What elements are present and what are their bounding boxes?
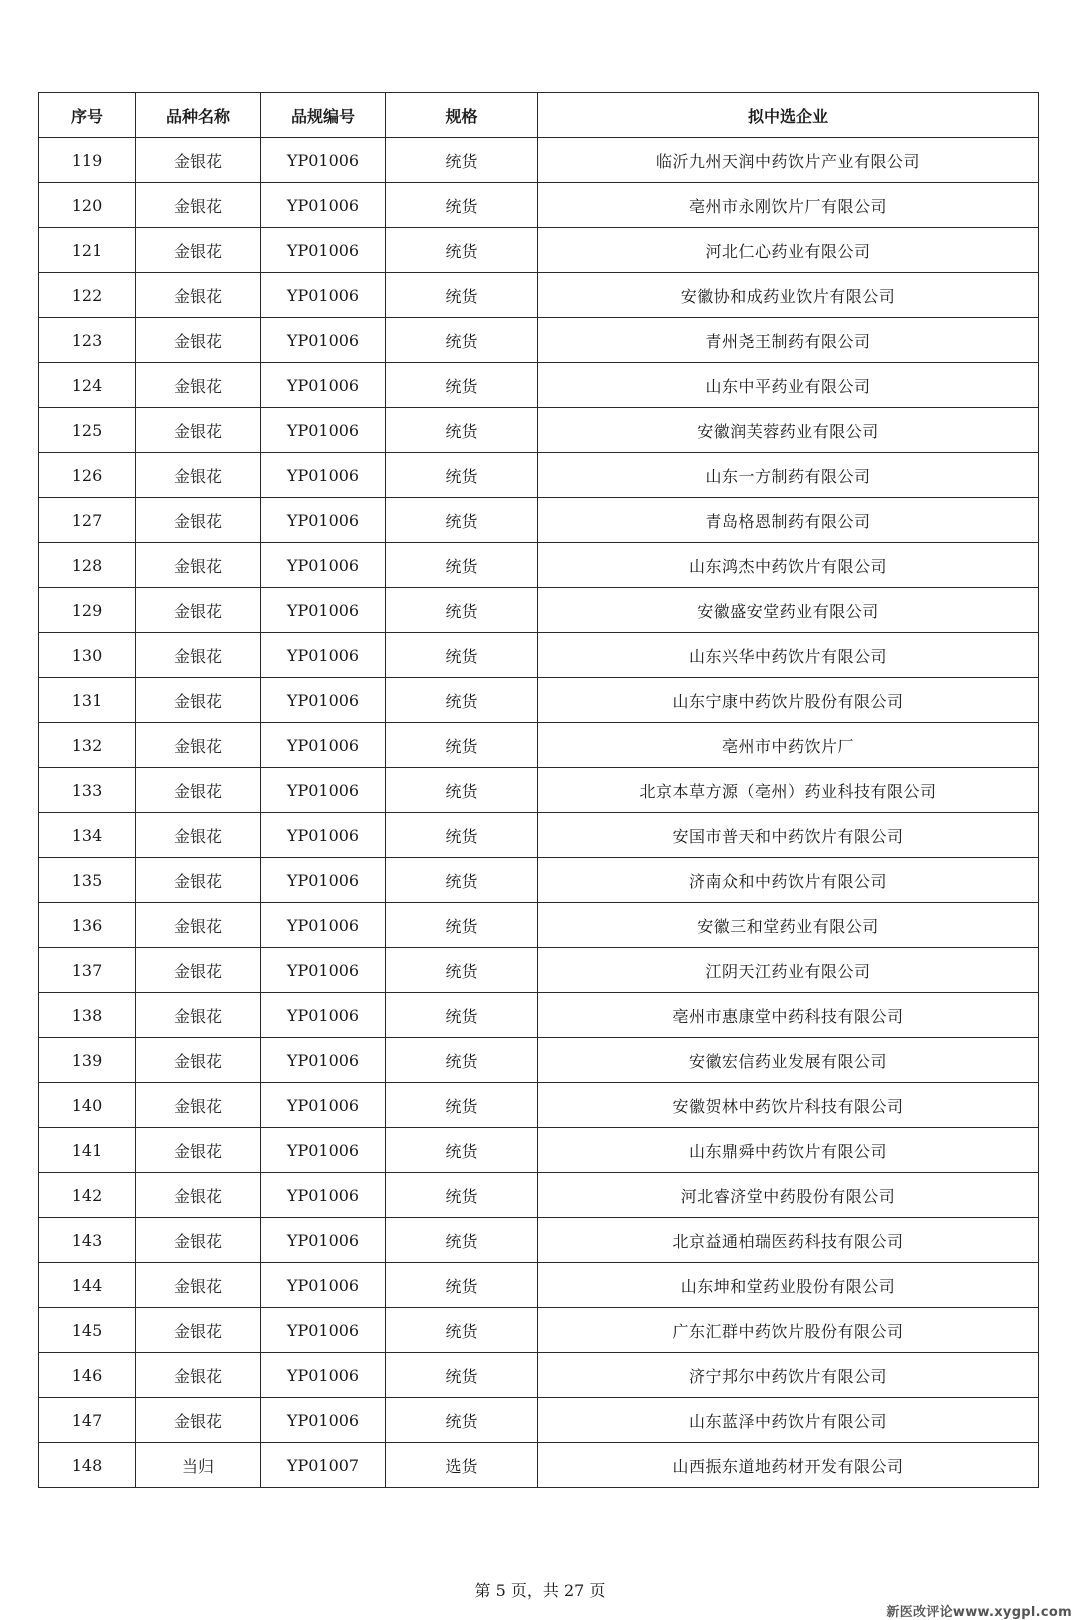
cell-variety-name: 金银花 <box>136 498 261 543</box>
candidate-company-table <box>38 92 1039 1488</box>
cell-serial-number: 128 <box>39 543 136 588</box>
cell-spec-code: YP01006 <box>261 498 386 543</box>
cell-spec-code: YP01006 <box>261 903 386 948</box>
cell-specification: 统货 <box>386 1308 538 1353</box>
cell-variety-name: 金银花 <box>136 723 261 768</box>
cell-spec-code: YP01006 <box>261 1083 386 1128</box>
table-row <box>39 1038 1039 1083</box>
cell-spec-code: YP01006 <box>261 633 386 678</box>
cell-candidate-company: 山东蓝泽中药饮片有限公司 <box>538 1398 1039 1443</box>
cell-serial-number: 125 <box>39 408 136 453</box>
cell-candidate-company: 济南众和中药饮片有限公司 <box>538 858 1039 903</box>
table-row <box>39 543 1039 588</box>
table-row <box>39 1353 1039 1398</box>
cell-serial-number: 139 <box>39 1038 136 1083</box>
table-header-row <box>39 93 1039 138</box>
cell-specification: 统货 <box>386 183 538 228</box>
cell-serial-number: 127 <box>39 498 136 543</box>
cell-variety-name: 金银花 <box>136 1218 261 1263</box>
cell-serial-number: 138 <box>39 993 136 1038</box>
cell-spec-code: YP01006 <box>261 948 386 993</box>
cell-candidate-company: 北京本草方源（亳州）药业科技有限公司 <box>538 768 1039 813</box>
cell-serial-number: 122 <box>39 273 136 318</box>
cell-serial-number: 130 <box>39 633 136 678</box>
cell-candidate-company: 济宁邦尔中药饮片有限公司 <box>538 1353 1039 1398</box>
table-row <box>39 588 1039 633</box>
cell-variety-name: 金银花 <box>136 588 261 633</box>
cell-specification: 统货 <box>386 543 538 588</box>
cell-spec-code: YP01006 <box>261 408 386 453</box>
cell-specification: 选货 <box>386 1443 538 1488</box>
cell-specification: 统货 <box>386 903 538 948</box>
cell-specification: 统货 <box>386 858 538 903</box>
cell-serial-number: 147 <box>39 1398 136 1443</box>
table-row <box>39 633 1039 678</box>
cell-variety-name: 金银花 <box>136 1308 261 1353</box>
cell-candidate-company: 安徽三和堂药业有限公司 <box>538 903 1039 948</box>
header-serial-number: 序号 <box>39 93 136 138</box>
cell-candidate-company: 安徽盛安堂药业有限公司 <box>538 588 1039 633</box>
cell-spec-code: YP01006 <box>261 1038 386 1083</box>
cell-candidate-company: 青岛格恩制药有限公司 <box>538 498 1039 543</box>
cell-candidate-company: 河北睿济堂中药股份有限公司 <box>538 1173 1039 1218</box>
table-row <box>39 1308 1039 1353</box>
cell-specification: 统货 <box>386 813 538 858</box>
cell-spec-code: YP01006 <box>261 543 386 588</box>
cell-specification: 统货 <box>386 993 538 1038</box>
cell-specification: 统货 <box>386 588 538 633</box>
cell-variety-name: 金银花 <box>136 948 261 993</box>
cell-candidate-company: 青州尧王制药有限公司 <box>538 318 1039 363</box>
cell-serial-number: 143 <box>39 1218 136 1263</box>
cell-candidate-company: 山东中平药业有限公司 <box>538 363 1039 408</box>
cell-variety-name: 金银花 <box>136 273 261 318</box>
cell-candidate-company: 山东鸿杰中药饮片有限公司 <box>538 543 1039 588</box>
cell-candidate-company: 广东汇群中药饮片股份有限公司 <box>538 1308 1039 1353</box>
cell-variety-name: 金银花 <box>136 1128 261 1173</box>
cell-spec-code: YP01007 <box>261 1443 386 1488</box>
cell-serial-number: 131 <box>39 678 136 723</box>
cell-serial-number: 129 <box>39 588 136 633</box>
cell-variety-name: 金银花 <box>136 1083 261 1128</box>
cell-spec-code: YP01006 <box>261 273 386 318</box>
cell-specification: 统货 <box>386 453 538 498</box>
cell-variety-name: 金银花 <box>136 813 261 858</box>
cell-variety-name: 金银花 <box>136 183 261 228</box>
cell-variety-name: 金银花 <box>136 1398 261 1443</box>
cell-specification: 统货 <box>386 1398 538 1443</box>
cell-variety-name: 金银花 <box>136 1353 261 1398</box>
cell-variety-name: 金银花 <box>136 408 261 453</box>
cell-specification: 统货 <box>386 408 538 453</box>
table-row <box>39 498 1039 543</box>
cell-specification: 统货 <box>386 498 538 543</box>
cell-spec-code: YP01006 <box>261 318 386 363</box>
cell-specification: 统货 <box>386 948 538 993</box>
cell-specification: 统货 <box>386 723 538 768</box>
cell-variety-name: 金银花 <box>136 993 261 1038</box>
cell-serial-number: 120 <box>39 183 136 228</box>
cell-serial-number: 119 <box>39 138 136 183</box>
table-row <box>39 408 1039 453</box>
cell-spec-code: YP01006 <box>261 1128 386 1173</box>
table-row <box>39 723 1039 768</box>
table-row <box>39 768 1039 813</box>
cell-serial-number: 141 <box>39 1128 136 1173</box>
cell-specification: 统货 <box>386 1263 538 1308</box>
cell-spec-code: YP01006 <box>261 138 386 183</box>
header-spec-code: 品规编号 <box>261 93 386 138</box>
header-specification: 规格 <box>386 93 538 138</box>
cell-serial-number: 146 <box>39 1353 136 1398</box>
cell-variety-name: 金银花 <box>136 543 261 588</box>
table-row <box>39 183 1039 228</box>
table-row <box>39 1398 1039 1443</box>
cell-serial-number: 124 <box>39 363 136 408</box>
cell-candidate-company: 安徽宏信药业发展有限公司 <box>538 1038 1039 1083</box>
table-row <box>39 813 1039 858</box>
table-row <box>39 1218 1039 1263</box>
cell-spec-code: YP01006 <box>261 363 386 408</box>
cell-variety-name: 当归 <box>136 1443 261 1488</box>
cell-variety-name: 金银花 <box>136 633 261 678</box>
cell-specification: 统货 <box>386 678 538 723</box>
table-row <box>39 1128 1039 1173</box>
cell-spec-code: YP01006 <box>261 1353 386 1398</box>
cell-serial-number: 142 <box>39 1173 136 1218</box>
cell-serial-number: 123 <box>39 318 136 363</box>
cell-spec-code: YP01006 <box>261 813 386 858</box>
table-row <box>39 1443 1039 1488</box>
cell-candidate-company: 山西振东道地药材开发有限公司 <box>538 1443 1039 1488</box>
cell-candidate-company: 江阴天江药业有限公司 <box>538 948 1039 993</box>
cell-spec-code: YP01006 <box>261 1398 386 1443</box>
table-row <box>39 1173 1039 1218</box>
cell-specification: 统货 <box>386 768 538 813</box>
cell-specification: 统货 <box>386 363 538 408</box>
cell-specification: 统货 <box>386 273 538 318</box>
cell-spec-code: YP01006 <box>261 678 386 723</box>
cell-serial-number: 144 <box>39 1263 136 1308</box>
cell-candidate-company: 山东一方制药有限公司 <box>538 453 1039 498</box>
cell-serial-number: 148 <box>39 1443 136 1488</box>
table-row <box>39 1263 1039 1308</box>
cell-specification: 统货 <box>386 1083 538 1128</box>
cell-serial-number: 121 <box>39 228 136 273</box>
cell-variety-name: 金银花 <box>136 678 261 723</box>
cell-specification: 统货 <box>386 1038 538 1083</box>
table-body <box>39 138 1039 1488</box>
table-row <box>39 1083 1039 1128</box>
cell-specification: 统货 <box>386 1173 538 1218</box>
cell-specification: 统货 <box>386 1128 538 1173</box>
cell-spec-code: YP01006 <box>261 1218 386 1263</box>
cell-variety-name: 金银花 <box>136 903 261 948</box>
cell-candidate-company: 临沂九州天润中药饮片产业有限公司 <box>538 138 1039 183</box>
table-row <box>39 858 1039 903</box>
cell-spec-code: YP01006 <box>261 453 386 498</box>
cell-serial-number: 135 <box>39 858 136 903</box>
cell-candidate-company: 安徽贺林中药饮片科技有限公司 <box>538 1083 1039 1128</box>
cell-specification: 统货 <box>386 1353 538 1398</box>
table-row <box>39 948 1039 993</box>
cell-variety-name: 金银花 <box>136 138 261 183</box>
cell-candidate-company: 亳州市永刚饮片厂有限公司 <box>538 183 1039 228</box>
cell-variety-name: 金银花 <box>136 768 261 813</box>
cell-specification: 统货 <box>386 1218 538 1263</box>
cell-candidate-company: 亳州市中药饮片厂 <box>538 723 1039 768</box>
cell-spec-code: YP01006 <box>261 183 386 228</box>
cell-candidate-company: 安徽协和成药业饮片有限公司 <box>538 273 1039 318</box>
cell-serial-number: 132 <box>39 723 136 768</box>
cell-spec-code: YP01006 <box>261 993 386 1038</box>
header-candidate-company: 拟中选企业 <box>538 93 1039 138</box>
cell-variety-name: 金银花 <box>136 1038 261 1083</box>
cell-variety-name: 金银花 <box>136 363 261 408</box>
cell-candidate-company: 山东鼎舜中药饮片有限公司 <box>538 1128 1039 1173</box>
cell-serial-number: 145 <box>39 1308 136 1353</box>
cell-candidate-company: 北京益通柏瑞医药科技有限公司 <box>538 1218 1039 1263</box>
table-row <box>39 318 1039 363</box>
cell-spec-code: YP01006 <box>261 588 386 633</box>
cell-variety-name: 金银花 <box>136 453 261 498</box>
table-row <box>39 228 1039 273</box>
cell-spec-code: YP01006 <box>261 768 386 813</box>
cell-candidate-company: 山东兴华中药饮片有限公司 <box>538 633 1039 678</box>
cell-variety-name: 金银花 <box>136 1263 261 1308</box>
table-row <box>39 363 1039 408</box>
cell-serial-number: 140 <box>39 1083 136 1128</box>
cell-spec-code: YP01006 <box>261 228 386 273</box>
table-row <box>39 138 1039 183</box>
table-row <box>39 903 1039 948</box>
cell-spec-code: YP01006 <box>261 723 386 768</box>
cell-candidate-company: 山东坤和堂药业股份有限公司 <box>538 1263 1039 1308</box>
cell-specification: 统货 <box>386 228 538 273</box>
page-number-footer: 第 5 页，共 27 页 <box>474 1581 606 1600</box>
site-watermark: 新医改评论www.xygpl.com <box>886 1605 1072 1620</box>
table-row <box>39 453 1039 498</box>
cell-variety-name: 金银花 <box>136 1173 261 1218</box>
cell-candidate-company: 安国市普天和中药饮片有限公司 <box>538 813 1039 858</box>
table-row <box>39 993 1039 1038</box>
cell-specification: 统货 <box>386 138 538 183</box>
cell-serial-number: 134 <box>39 813 136 858</box>
cell-spec-code: YP01006 <box>261 1173 386 1218</box>
cell-spec-code: YP01006 <box>261 1263 386 1308</box>
cell-serial-number: 137 <box>39 948 136 993</box>
cell-variety-name: 金银花 <box>136 858 261 903</box>
cell-candidate-company: 安徽润芙蓉药业有限公司 <box>538 408 1039 453</box>
cell-serial-number: 133 <box>39 768 136 813</box>
cell-serial-number: 126 <box>39 453 136 498</box>
cell-candidate-company: 河北仁心药业有限公司 <box>538 228 1039 273</box>
cell-specification: 统货 <box>386 633 538 678</box>
cell-specification: 统货 <box>386 318 538 363</box>
cell-serial-number: 136 <box>39 903 136 948</box>
cell-variety-name: 金银花 <box>136 318 261 363</box>
cell-candidate-company: 亳州市惠康堂中药科技有限公司 <box>538 993 1039 1038</box>
table-row <box>39 678 1039 723</box>
cell-candidate-company: 山东宁康中药饮片股份有限公司 <box>538 678 1039 723</box>
table-row <box>39 273 1039 318</box>
header-variety-name: 品种名称 <box>136 93 261 138</box>
cell-variety-name: 金银花 <box>136 228 261 273</box>
cell-spec-code: YP01006 <box>261 1308 386 1353</box>
cell-spec-code: YP01006 <box>261 858 386 903</box>
